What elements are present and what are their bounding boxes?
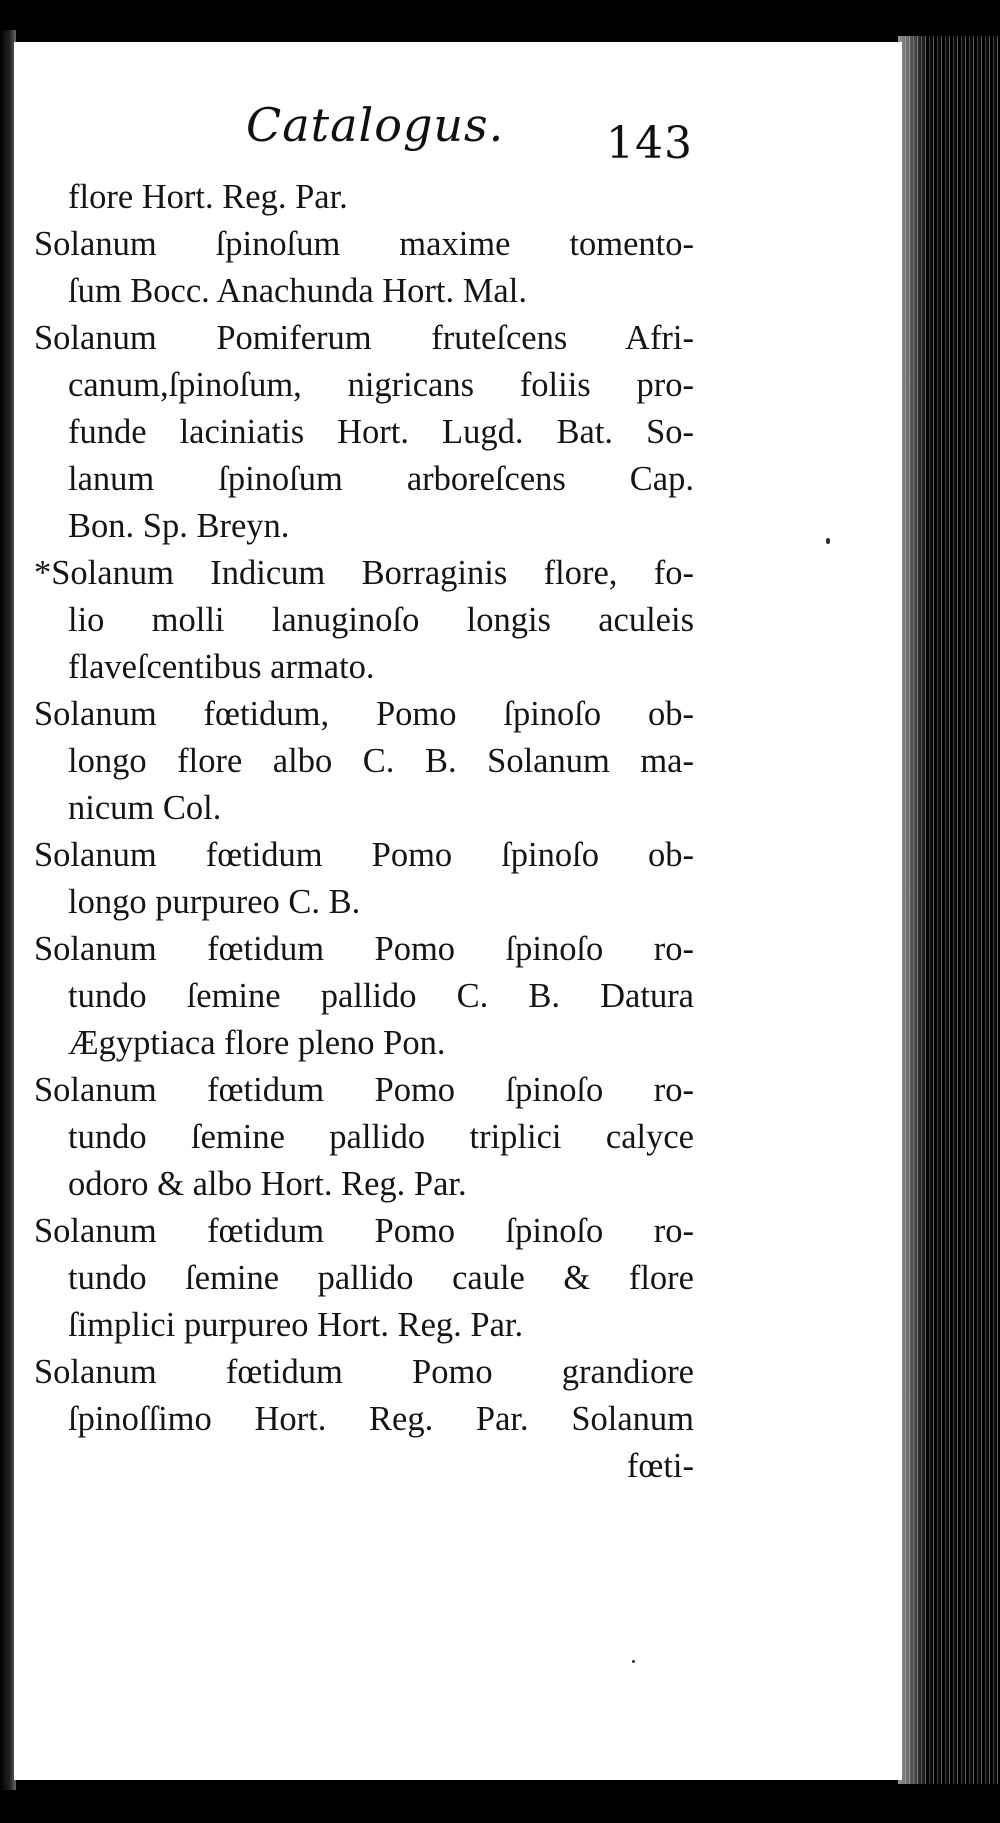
- text-line: Solanum fœtidum Pomo ſpinoſo ro-: [34, 1212, 694, 1250]
- text-line: Solanum fœtidum, Pomo ſpinoſo ob-: [34, 695, 694, 733]
- scan-speck: [632, 1660, 635, 1663]
- text-line: Bon. Sp. Breyn.: [68, 507, 290, 545]
- text-line: longo flore albo C. B. Solanum ma-: [68, 742, 694, 780]
- text-line: ſum Bocc. Anachunda Hort. Mal.: [68, 272, 527, 310]
- scan-top-border: [0, 0, 1000, 44]
- text-line: tundo ſemine pallido triplici calyce: [68, 1118, 694, 1156]
- catalog-text: [34, 174, 694, 1490]
- text-line: flore Hort. Reg. Par.: [68, 178, 348, 216]
- running-title: Catalogus.: [246, 98, 505, 152]
- text-line: Solanum Pomiferum fruteſcens Afri-: [34, 319, 694, 357]
- text-line: Solanum fœtidum Pomo ſpinoſo ro-: [34, 930, 694, 968]
- text-line: Solanum fœtidum Pomo ſpinoſo ob-: [34, 836, 694, 874]
- text-line: lanum ſpinoſum arboreſcens Cap.: [68, 460, 694, 498]
- text-line: ſimplici purpureo Hort. Reg. Par.: [68, 1306, 524, 1344]
- page-edge-shadow: [898, 36, 928, 1784]
- text-line: Solanum ſpinoſum maxime tomento-: [34, 225, 694, 263]
- scan-speck: [826, 538, 830, 544]
- text-line: tundo ſemine pallido C. B. Datura: [68, 977, 694, 1015]
- text-line: *Solanum Indicum Borraginis flore, fo-: [34, 554, 694, 592]
- text-line: Ægyptiaca flore pleno Pon.: [68, 1024, 446, 1062]
- text-line: Solanum fœtidum Pomo ſpinoſo ro-: [34, 1071, 694, 1109]
- text-line: canum,ſpinoſum, nigricans foliis pro-: [68, 366, 694, 404]
- scan-bottom-border: [0, 1778, 1000, 1823]
- text-line: lio molli lanuginoſo longis aculeis: [68, 601, 694, 639]
- text-line: longo purpureo C. B.: [68, 883, 361, 921]
- page-number: 143: [606, 118, 693, 169]
- text-line: ſpinoſſimo Hort. Reg. Par. Solanum: [68, 1400, 694, 1438]
- text-line: funde laciniatis Hort. Lugd. Bat. So-: [68, 413, 694, 451]
- text-line: nicum Col.: [68, 789, 222, 827]
- text-line: tundo ſemine pallido caule & flore: [68, 1259, 694, 1297]
- text-line: odoro & albo Hort. Reg. Par.: [68, 1165, 467, 1203]
- text-line: Solanum fœtidum Pomo grandiore: [34, 1353, 694, 1391]
- catchword: fœti-: [626, 1447, 694, 1485]
- text-line: flaveſcentibus armato.: [68, 648, 375, 686]
